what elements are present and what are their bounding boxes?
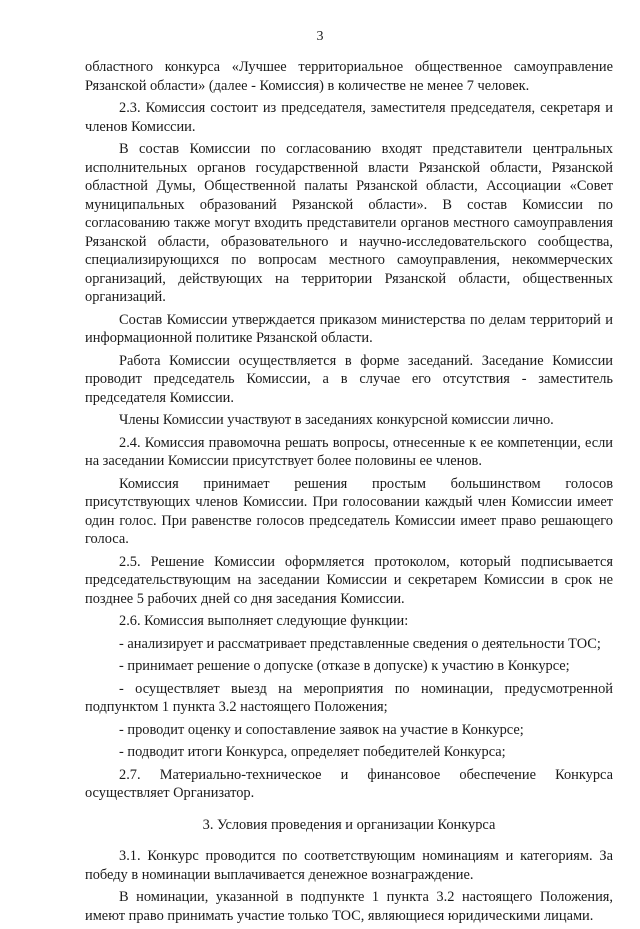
paragraph-3-1: 3.1. Конкурс проводится по соответствующим номинациям и категориям. За победу в номинации выплачивается денежное вознаграждение. — [85, 848, 613, 883]
list-item-function-3: - осуществляет выезд на мероприятия по номинации, предусмотренной подпунктом 1 пункта 3.2 настоящего Положения; — [85, 680, 613, 715]
paragraph-commission-meetings: Работа Комиссии осуществляется в форме заседаний. Заседание Комиссии проводит председатель Комиссии, а в случае его отсутствия - заместитель председателя Комиссии. — [85, 352, 613, 406]
paragraph-2-6: 2.6. Комиссия выполняет следующие функции: — [119, 613, 409, 629]
paragraph-commission-composition: В состав Комиссии по согласованию входят представители центральных исполнительных органов государственной власти Рязанской области, Рязанской областной Думы, Общественной палаты Рязанской области, Ассоциации «Совет муниципальных образований Рязанской области». В состав Комиссии по согласованию также могут входить представители органов местного самоуправления Рязанской области, образовательного и научно-исследовательского сообщества, специализирующихся по вопросам местного самоуправления, некоммерческих организаций, действующих на территории Рязанской области, общественных организаций. — [85, 141, 613, 305]
paragraph-nomination-eligibility: В номинации, указанной в подпункте 1 пункта 3.2 настоящего Положения, имеют право принимать участие только ТОС, являющиеся юридическими лицами. — [85, 889, 613, 924]
paragraph-competition-name: областного конкурса «Лучшее территориальное общественное самоуправление Рязанской области» (далее - Комиссия) в количестве не менее 7 человек. — [85, 59, 613, 94]
paragraph-2-3: 2.3. Комиссия состоит из председателя, заместителя председателя, секретаря и членов Комиссии. — [85, 100, 613, 135]
paragraph-2-7: 2.7. Материально-техническое и финансовое обеспечение Конкурса осуществляет Организатор. — [85, 766, 613, 801]
list-item-function-4: - проводит оценку и сопоставление заявок на участие в Конкурсе; — [119, 721, 524, 738]
list-item-function-5: - подводит итоги Конкурса, определяет победителей Конкурса; — [119, 744, 506, 760]
paragraph-2-5: 2.5. Решение Комиссии оформляется протоколом, который подписывается председательствующим на заседании Комиссии и секретарем Комиссии в срок не позднее 5 рабочих дней со дня заседания Комиссии. — [85, 553, 613, 607]
list-item-function-1: - анализирует и рассматривает представленные сведения о деятельности ТОС; — [119, 635, 601, 652]
document-body — [85, 58, 613, 929]
page-number: 3 — [316, 29, 324, 44]
section-heading: 3. Условия проведения и организации Конкурса — [202, 816, 496, 833]
paragraph-commission-approval: Состав Комиссии утверждается приказом министерства по делам территорий и информационной политике Рязанской области. — [85, 311, 613, 346]
paragraph-members-participation: Члены Комиссии участвуют в заседаниях конкурсной комиссии лично. — [119, 412, 554, 428]
list-item-function-2: - принимает решение о допуске (отказе в допуске) к участию в Конкурсе; — [119, 658, 570, 674]
paragraph-voting: Комиссия принимает решения простым большинством голосов присутствующих членов Комиссии. При голосовании каждый член Комиссии имеет один голос. При равенстве голосов председатель Комиссии имеет право решающего голоса. — [85, 475, 613, 547]
paragraph-2-4: 2.4. Комиссия правомочна решать вопросы, отнесенные к ее компетенции, если на заседании Комиссии присутствует более половины ее членов. — [85, 434, 613, 469]
